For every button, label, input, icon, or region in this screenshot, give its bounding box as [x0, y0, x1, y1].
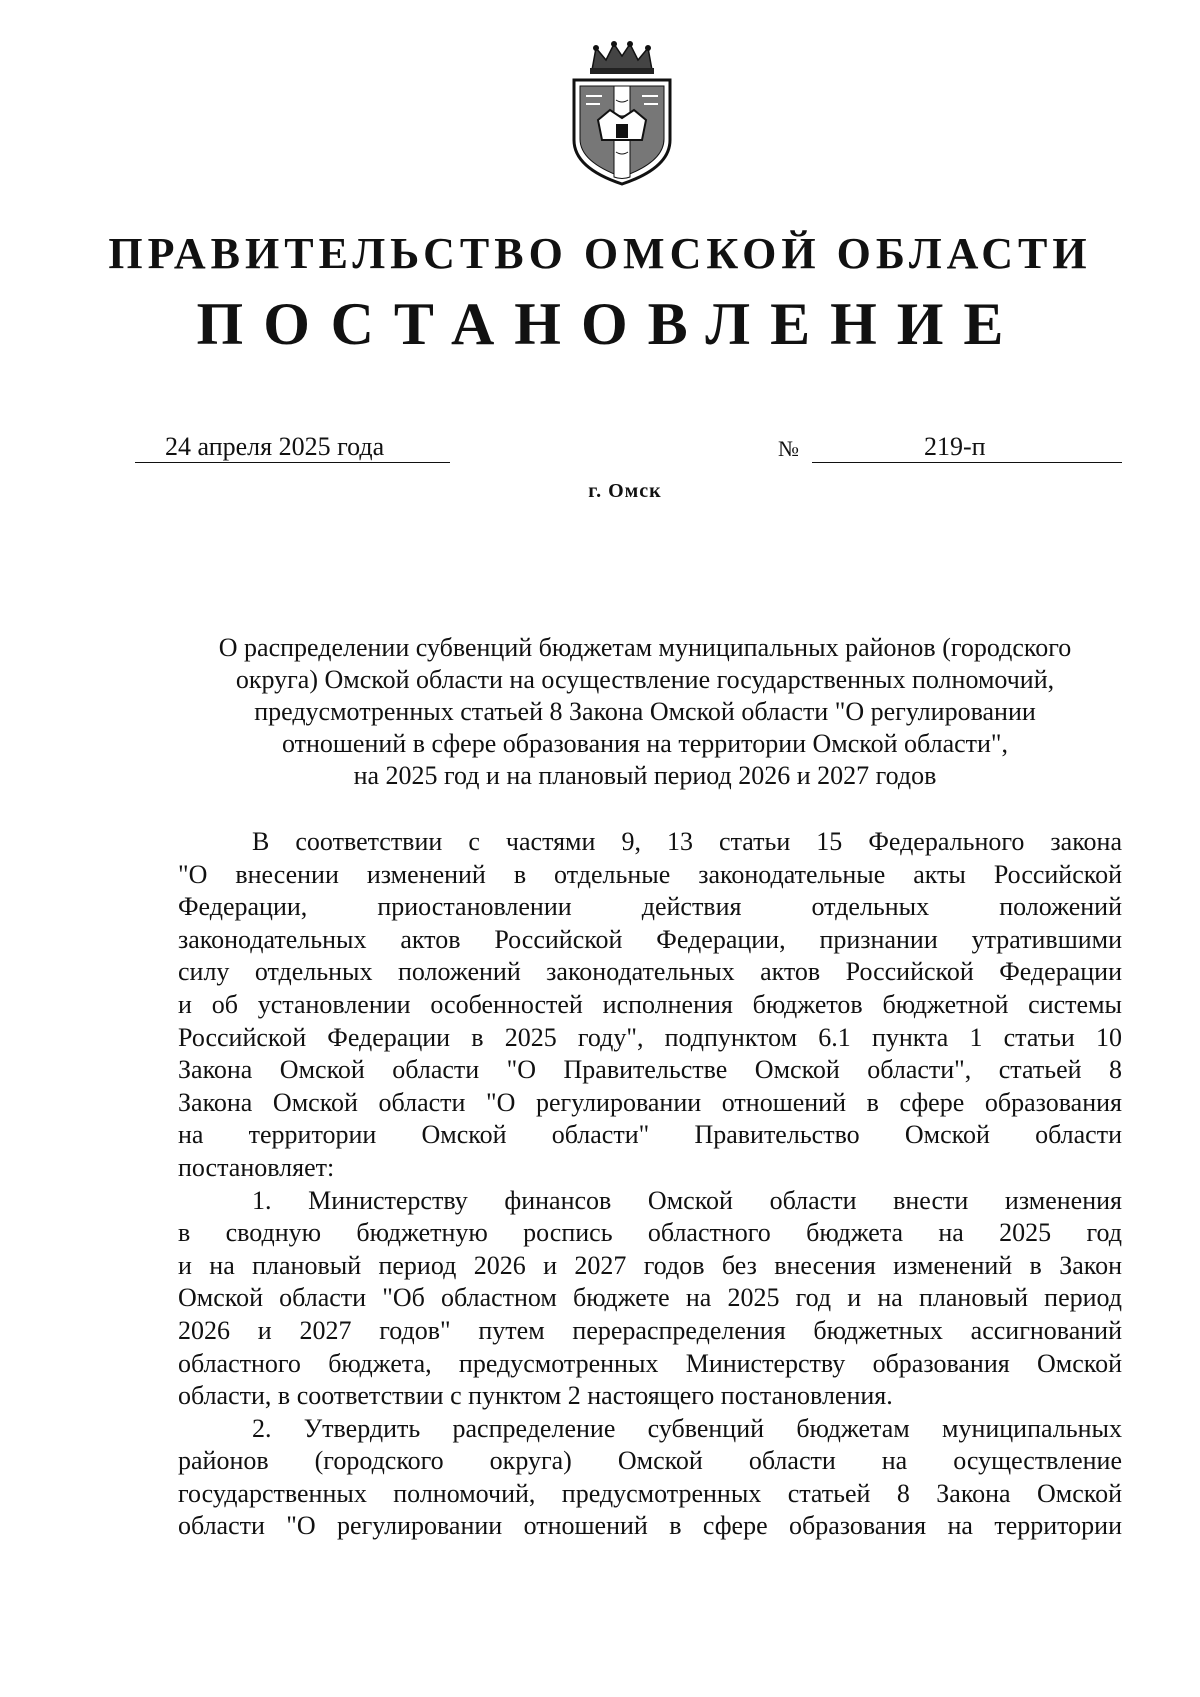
number-sign: № — [778, 436, 799, 461]
city-label: г. Омск — [588, 480, 662, 502]
body-line: в сводную бюджетную роспись областного бюджета на 2025 год — [178, 1218, 1122, 1248]
body-line: государственных полномочий, предусмотренных статьей 8 Закона Омской — [178, 1478, 1122, 1508]
coat-of-arms-icon — [562, 40, 682, 188]
body-line: Омской области "Об областном бюджете на 2025 год и на плановый период — [178, 1283, 1122, 1313]
document-number: 219-п — [924, 432, 986, 461]
body-line: области "О регулировании отношений в сфере образования на территории — [178, 1511, 1122, 1541]
body-line: на территории Омской области" Правительство Омской области — [178, 1120, 1122, 1150]
body-line: 2026 и 2027 годов" путем перераспределения бюджетных ассигнований — [178, 1315, 1122, 1345]
body-line: законодательных актов Российской Федерации, признании утратившими — [178, 924, 1122, 954]
body-line: области, в соответствии с пунктом 2 настоящего постановления. — [178, 1381, 893, 1411]
subject-line: округа) Омской области на осуществление государственных полномочий, — [235, 665, 1055, 694]
document-body — [178, 826, 1122, 1543]
body-line: Российской Федерации в 2025 году", подпунктом 6.1 пункта 1 статьи 10 — [178, 1022, 1122, 1052]
body-line: 2. Утвердить распределение субвенций бюджетам муниципальных — [252, 1413, 1122, 1443]
body-line: и на плановый период 2026 и 2027 годов без внесения изменений в Закон — [178, 1250, 1122, 1280]
subject-line: отношений в сфере образования на территории Омской области", — [281, 729, 1009, 758]
organization-title: ПРАВИТЕЛЬСТВО ОМСКОЙ ОБЛАСТИ — [108, 229, 1092, 278]
body-line: 1. Министерству финансов Омской области внести изменения — [252, 1185, 1122, 1215]
date-field — [135, 432, 450, 463]
subject-line: на 2025 год и на плановый период 2026 и 2027 годов — [353, 761, 937, 790]
subject-line: предусмотренных статьей 8 Закона Омской области "О регулировании — [254, 697, 1036, 726]
body-line: Закона Омской области "О Правительстве Омской области", статьей 8 — [178, 1055, 1122, 1085]
subject-line: О распределении субвенций бюджетам муниципальных районов (городского — [218, 633, 1072, 662]
body-line: В соответствии с частями 9, 13 статьи 15 Федерального закона — [252, 827, 1122, 856]
body-line: Федерации, приостановлении действия отдельных положений — [178, 892, 1122, 922]
document-type-heading: ПОСТАНОВЛЕНИЕ — [196, 291, 1024, 357]
body-line: областного бюджета, предусмотренных Министерству образования Омской — [178, 1348, 1122, 1378]
document-date: 24 апреля 2025 года — [165, 432, 385, 461]
number-field — [812, 432, 1122, 463]
body-line: постановляет: — [178, 1152, 335, 1182]
body-line: и об установлении особенностей исполнения бюджетов бюджетной системы — [178, 989, 1122, 1019]
body-line: "О внесении изменений в отдельные законодательные акты Российской — [178, 859, 1122, 889]
document-subject — [165, 632, 1125, 792]
body-line: силу отдельных положений законодательных актов Российской Федерации — [178, 957, 1122, 987]
body-line: Закона Омской области "О регулировании отношений в сфере образования — [178, 1087, 1122, 1117]
body-line: районов (городского округа) Омской области на осуществление — [178, 1446, 1122, 1476]
